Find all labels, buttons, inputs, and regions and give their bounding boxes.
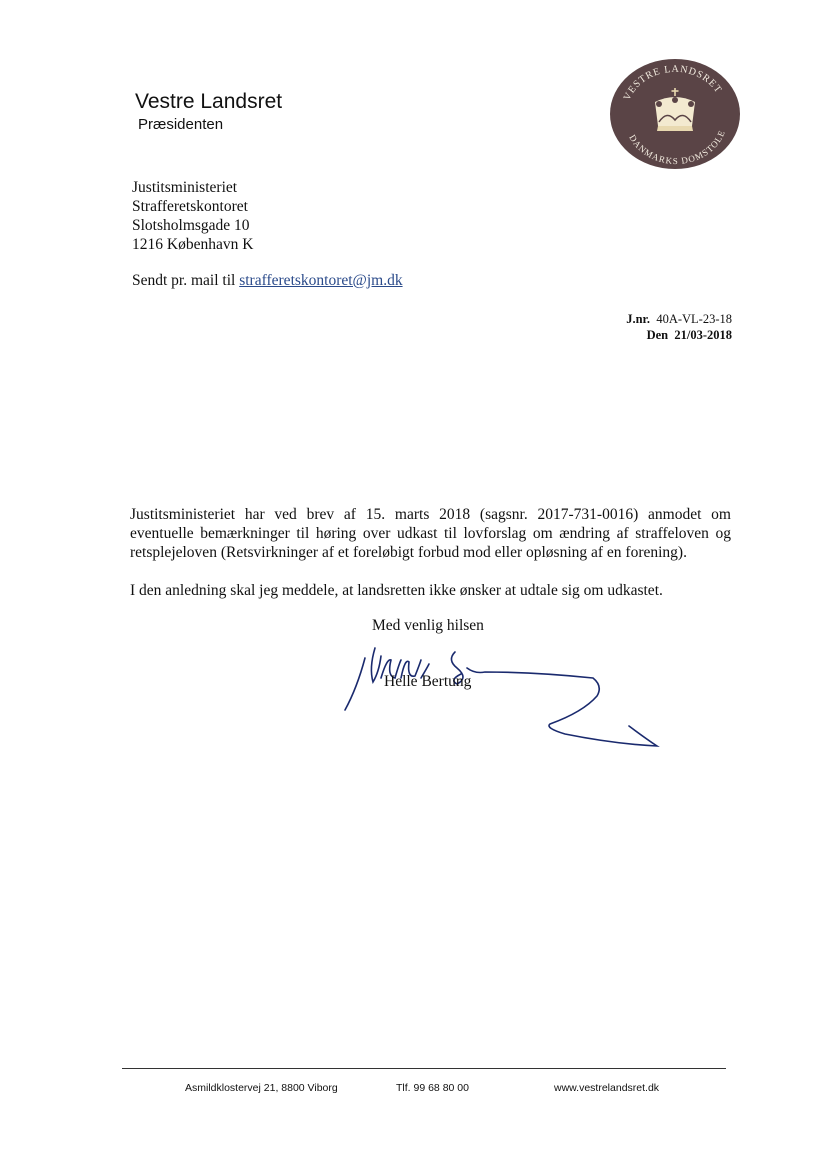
sent-by-mail <box>132 272 403 290</box>
closing-greeting: Med venlig hilsen <box>372 617 484 634</box>
sent-by-prefix: Sendt pr. mail til <box>132 272 236 289</box>
email-link[interactable]: strafferetskontoret@jm.dk <box>239 272 403 289</box>
court-name: Vestre Landsret <box>135 90 283 113</box>
date-value: 21/03-2018 <box>674 328 732 342</box>
footer-website[interactable]: www.vestrelandsret.dk <box>554 1082 660 1094</box>
footer-divider <box>122 1068 726 1069</box>
date-label: Den <box>646 328 669 342</box>
recipient-line: 1216 København K <box>132 236 254 253</box>
body-paragraph-1: Justitsministeriet har ved brev af 15. marts 2018 (sagsnr. 2017-731-0016) anmodet om eventuelle bemærkninger til høring over udkast til lovforslag om ændring af straffeloven og retsplejeloven (Retsvirkninger af et foreløbigt forbud mod eller opløsning af en forening). <box>130 506 731 561</box>
signer-name: Helle Bertung <box>384 673 472 690</box>
jnr-label: J.nr. <box>626 312 651 326</box>
seal-text-bottom: DANMARKS DOMSTOLE <box>627 128 728 166</box>
footer-phone: Tlf. 99 68 80 00 <box>396 1082 469 1094</box>
recipient-line: Slotsholmsgade 10 <box>132 217 250 234</box>
jnr-value: 40A-VL-23-18 <box>656 312 732 326</box>
body-paragraph-2: I den anledning skal jeg meddele, at landsretten ikke ønsker at udtale sig om udkastet. <box>130 582 663 599</box>
court-seal-logo <box>609 58 741 170</box>
recipient-line: Justitsministeriet <box>132 179 238 196</box>
recipient-address <box>132 178 253 254</box>
court-subtitle: Præsidenten <box>138 116 224 133</box>
footer-address: Asmildklostervej 21, 8800 Viborg <box>185 1082 338 1094</box>
recipient-line: Strafferetskontoret <box>132 198 248 215</box>
handwritten-signature <box>335 638 665 753</box>
reference-block <box>626 311 732 343</box>
seal-text-top: VESTRE LANDSRET <box>621 63 724 103</box>
